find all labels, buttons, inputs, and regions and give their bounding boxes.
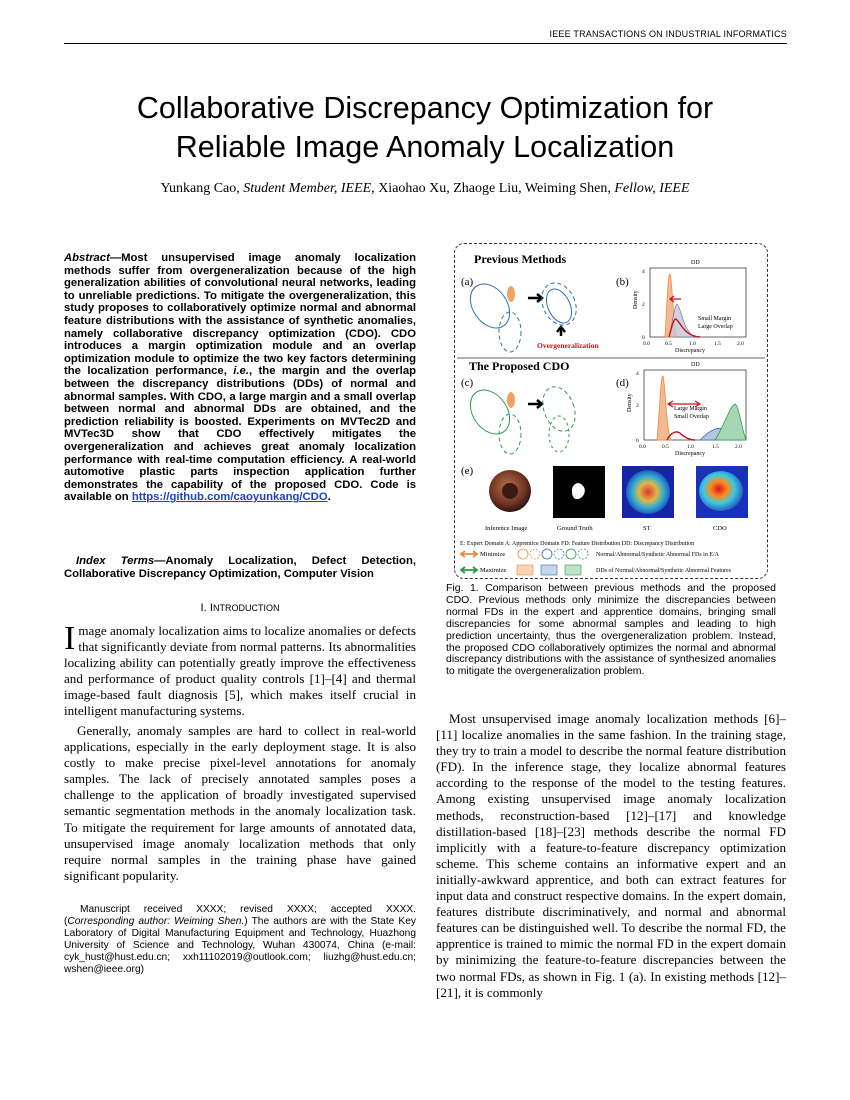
xtick-d-3: 1.5 <box>712 444 719 450</box>
orange-swatch-icon <box>517 565 533 575</box>
section-heading <box>64 602 416 614</box>
author-1-role: Student Member, IEEE, <box>243 181 375 196</box>
drop-cap: I <box>64 620 76 657</box>
abnormal-dd-d <box>715 404 746 440</box>
orange-dashed-circle-icon <box>530 549 540 559</box>
arrow-up-icon <box>557 327 565 336</box>
maximize-label: Maximize <box>480 567 507 574</box>
note-d-1: Large Margin <box>674 406 707 412</box>
footnote <box>64 904 416 977</box>
figure-1 <box>454 243 768 579</box>
ytick-b-4: 4 <box>642 269 645 275</box>
green-swatch-icon <box>565 565 581 575</box>
orange-cluster <box>507 286 515 302</box>
section-rest: NTRODUCTION <box>212 603 280 613</box>
other-authors: Xiaohao Xu, Zhaoge Liu, Weiming Shen, <box>378 181 611 196</box>
right-column-paragraph: Most unsupervised image anomaly localization methods [6]–[11] localize anomalies in the same fashion. In the training stage, they try to train a model to describe the normal feature distribution (FD). In the inference stage, they localize abnormal features according to the response of the model to the testing features. Among existing unsupervised image anomaly localization methods, reconstruction-based [12]–[17] and knowledge distillation-based [18]–[23] methods describe the normal FD implicitly with a feature-to-feature discrepancy optimization scheme. This scheme contains an informative expert and an initially-awkward apprentice, and both can extract features for input data and construct respective domains. In the expert domain, features distribute discriminatively, and normal and abnormal features can be distinguished well. To describe the normal FD, the apprentice is trained to mimic the normal FD in the expert domain by minimizing the feature-to-feature discrepancies between the two normal FDs, as shown in Fig. 1 (a). In existing methods [12]–[21], it is commonly <box>436 711 786 1000</box>
ytick-d-4: 4 <box>636 371 639 377</box>
xtick-b-2: 1.0 <box>689 341 696 347</box>
overgeneralization-label: Overgeneralization <box>537 341 599 350</box>
title-line-2: Reliable Image Anomaly Localization <box>175 130 675 164</box>
section-first-letter: I <box>209 602 213 614</box>
blue-swatch-icon <box>541 565 557 575</box>
xtick-b-3: 1.5 <box>714 341 721 347</box>
footnote-text-2: ) The authors are with the State Key Laboratory of Digital Manufacturing Equipment and Technology, Huazhong University of Science and Technology, Wuhan 430074, China (e-mail: cyk_hust@hust.edu.cn; xxh11102019@outlook.com; liuzhg@hust.edu.cn; wshen@ieee.org) <box>64 916 416 976</box>
apprentice-abnormal-fd <box>541 285 576 327</box>
blue-dashed-circle-icon <box>554 549 564 559</box>
green-solid-circle-icon <box>566 549 576 559</box>
minimize-arrow-icon <box>461 551 477 557</box>
index-terms <box>64 555 416 580</box>
ytick-b-0: 0 <box>642 335 645 341</box>
cdo-arrow-icon <box>528 400 542 408</box>
xtick-b-1: 0.5 <box>665 341 672 347</box>
note-b-1: Small Margin <box>698 316 732 322</box>
xtick-d-2: 1.0 <box>687 444 694 450</box>
intro-paragraph-2: Generally, anomaly samples are hard to collect in real-world applications, especially in the early deployment stage. It is also costly to make precise pixel-level annotations for anomaly samples. The lack of precisely annotated samples poses a challenge to the application of broadly investigated supervised semantic segmentation methods in the anomaly localization task. To mitigate the requirement for large amounts of annotated data, unsupervised image anomaly localization methods that only require normal samples in the training phase have gained significant popularity. <box>64 723 416 883</box>
index-terms-text: —Anomaly Localization, Defect Detection, Collaborative Discrepancy Optimization, Computer Vision <box>64 555 416 580</box>
st-hotspot <box>626 470 670 514</box>
cdo-expert-normal-fd <box>462 383 517 442</box>
abstract-text-2: , the margin and the overlap between the discrepancy distributions (DDs) of normal and abnormal samples. With CDO, a large margin and a small overlap between normal and abnormal DDs are obtained, and the prediction reliability is boosted. Experiments on MVTec2D and MVTec3D show that CDO effectively mitigates the overgeneralization and achieves great anomaly localization performance with real-time computation efficiency. A real-world automotive plastic parts inspection application further demonstrates the capability of the proposed CDO. Code is available on <box>64 365 417 504</box>
title-line-1: Collaborative Discrepancy Optimization for <box>136 91 714 125</box>
abstract-text-1: —Most unsupervised image anomaly localization methods suffer from overgeneralization because of the high generalization abilities of convolutional neural networks, leading to unreliable predictions. To mitigate the overgeneralization, this study proposes to collaboratively optimize normal and abnormal feature distributions with the assistance of synthetic anomalies, namely collaborative discrepancy optimization (CDO). CDO introduces a margin optimization module and an overlap optimization module to optimize the two key factors determining the localization performance, <box>64 252 416 378</box>
orange-solid-circle-icon <box>518 549 528 559</box>
note-b-2: Large Overlap <box>698 324 733 330</box>
ylabel-d: Density <box>627 393 633 412</box>
xtick-d-0: 0.0 <box>639 444 646 450</box>
maximize-arrow-icon <box>461 567 477 573</box>
journal-header: IEEE TRANSACTIONS ON INDUSTRIAL INFORMATICS <box>549 29 787 39</box>
intro-text-1: mage anomaly localization aims to localize anomalies or defects that significantly deviate from normal patterns. Its abnormalities localizing ability can potentially greatly improve the effectiveness and performance of product quality controls [1]–[4] and thermal image-based fault diagnosis [5], which makes itself crucial in intelligent manufacturing systems. <box>64 623 416 719</box>
xtick-d-4: 2.0 <box>735 444 742 450</box>
minimize-label: Minimize <box>480 551 506 558</box>
nut-hole <box>502 483 518 499</box>
green-dashed-circle-icon <box>578 549 588 559</box>
intro-paragraph-1 <box>64 620 416 720</box>
cdo-apprentice-normal-fd <box>537 382 581 435</box>
panel-a-label: (a) <box>461 276 474 288</box>
abstract-end: . <box>327 491 331 504</box>
label-inference-image: Inference Image <box>485 525 528 532</box>
note-d-2: Small Overlap <box>674 414 709 420</box>
paper-title <box>60 89 790 167</box>
ytick-b-2: 2 <box>642 302 645 308</box>
abstract <box>64 252 416 504</box>
panel-e-label: (e) <box>461 465 474 477</box>
footnote-text-1: Manuscript received XXXX; revised XXXX; accepted XXXX. ( <box>64 904 416 928</box>
cdo-orange-cluster <box>507 392 515 408</box>
previous-methods-title: Previous Methods <box>474 252 567 266</box>
panel-b-label: (b) <box>616 276 629 288</box>
ytick-d-0: 0 <box>636 438 639 444</box>
author-list <box>60 181 790 197</box>
label-st: ST <box>643 525 651 532</box>
minimize-description: Normal/Abnormal/Synthetic Abnormal FDs in E/A <box>596 552 719 558</box>
apprentice-normal-fd <box>535 277 583 330</box>
maximize-description: DDs of Normal/Abnormal/Synthetic Abnormal Features <box>596 568 731 574</box>
normal-dd-d <box>657 376 671 440</box>
panel-d-label: (d) <box>616 377 629 389</box>
author-1: Yunkang Cao, <box>160 181 240 196</box>
cdo-hotspot <box>699 471 743 511</box>
code-link[interactable]: https://github.com/caoyunkang/CDO <box>131 491 328 504</box>
xlabel-b: Discrepancy <box>675 348 705 354</box>
figure-caption: Fig. 1. Comparison between previous methods and the proposed CDO. Previous methods only minimize the discrepancies between normal FDs in the expert and apprentice domains, bringing small discrepancies for some abnormal samples and leading to high prediction uncertainty, thus the overgeneralization problem. Instead, the proposed CDO collaboratively optimizes the normal and abnormal discrepancy distributions with the assistance of synthesized anomalies to mitigate the overgeneralization problem. <box>446 582 776 678</box>
last-author-role: Fellow, IEEE <box>614 181 690 196</box>
label-cdo: CDO <box>713 525 727 532</box>
figure-1-svg <box>455 244 767 578</box>
abstract-ie: i.e. <box>233 365 249 378</box>
ytick-d-2: 2 <box>636 403 639 409</box>
dd-title-b: DD <box>691 260 700 266</box>
ylabel-b: Density <box>633 290 639 309</box>
label-ground-truth: Ground Truth <box>557 525 593 532</box>
abstract-label: Abstract <box>64 252 110 264</box>
arrow-right-icon <box>528 294 542 302</box>
dd-title-d: DD <box>691 362 700 368</box>
index-terms-label: Index Terms <box>76 555 155 567</box>
red-dd-d <box>667 432 695 440</box>
header-rule <box>64 43 787 44</box>
blue-solid-circle-icon <box>542 549 552 559</box>
section-number: I. <box>200 602 210 614</box>
cdo-title: The Proposed CDO <box>469 359 570 373</box>
xtick-d-1: 0.5 <box>662 444 669 450</box>
xtick-b-4: 2.0 <box>737 341 744 347</box>
xlabel-d: Discrepancy <box>675 451 705 457</box>
cdo-apprentice-abnormal-fd <box>549 416 569 452</box>
panel-c-label: (c) <box>461 377 474 389</box>
footnote-corresponding: Corresponding author: Weiming Shen. <box>67 916 245 928</box>
xtick-b-0: 0.0 <box>643 341 650 347</box>
legend-definitions: E: Expert Domain A: Apprentice Domain FD: Feature Distribution DD: Discrepancy Distribution <box>460 541 695 547</box>
expert-abnormal-fd <box>499 312 521 352</box>
